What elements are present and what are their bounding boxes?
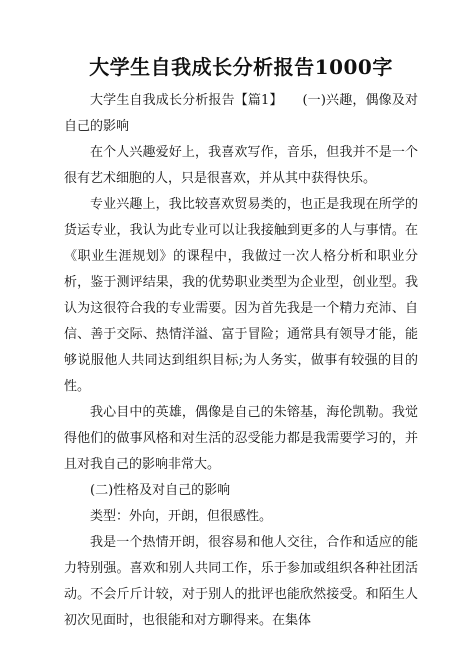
idol-paragraph: 我心目中的英雄，偶像是自己的朱镕基，海伦凯勒。我觉得他们的做事风格和对生活的忍受能力都是我需要学习的，并且对我自己的影响非常大。 [64,405,418,472]
personality-type-line: 类型：外向，开朗，但很感性。 [90,509,273,524]
section-intro-paragraph: 大学生自我成长分析报告【篇1】 (一)兴趣，偶像及对自己的影响 [64,93,418,134]
personality-paragraph: 我是一个热情开朗，很容易和他人交往，合作和适应的能力特别强。喜欢和别人共同工作，乐于参加或组织各种社团活动。不会斤斤计较，对于别人的批评也能欣然接受。和陌生人初次见面时，也很能和对方聊得来。在集体 [64,535,418,628]
professional-interest-paragraph: 专业兴趣上，我比较喜欢贸易类的，也正是我现在所学的货运专业，我认为此专业可以让我接触到更多的人与事情。在《职业生涯规划》的课程中，我做过一次人格分析和职业分析，鉴于测评结果，我的优势职业类型为企业型，创业型。我认为这很符合我的专业需要。因为首先我是一个精力充沛、自信、善于交际、热情洋溢、富于冒险；通常具有领导才能，能够说服他人共同达到组织目标;为人务实，做事有较强的目的性。 [64,197,418,394]
document-title: 大学生自我成长分析报告1000字 [89,55,393,79]
personality-heading: (二)性格及对自己的影响 [90,483,231,498]
hobbies-paragraph: 在个人兴趣爱好上，我喜欢写作，音乐，但我并不是一个很有艺术细胞的人，只是很喜欢，并从其中获得快乐。 [64,145,418,186]
